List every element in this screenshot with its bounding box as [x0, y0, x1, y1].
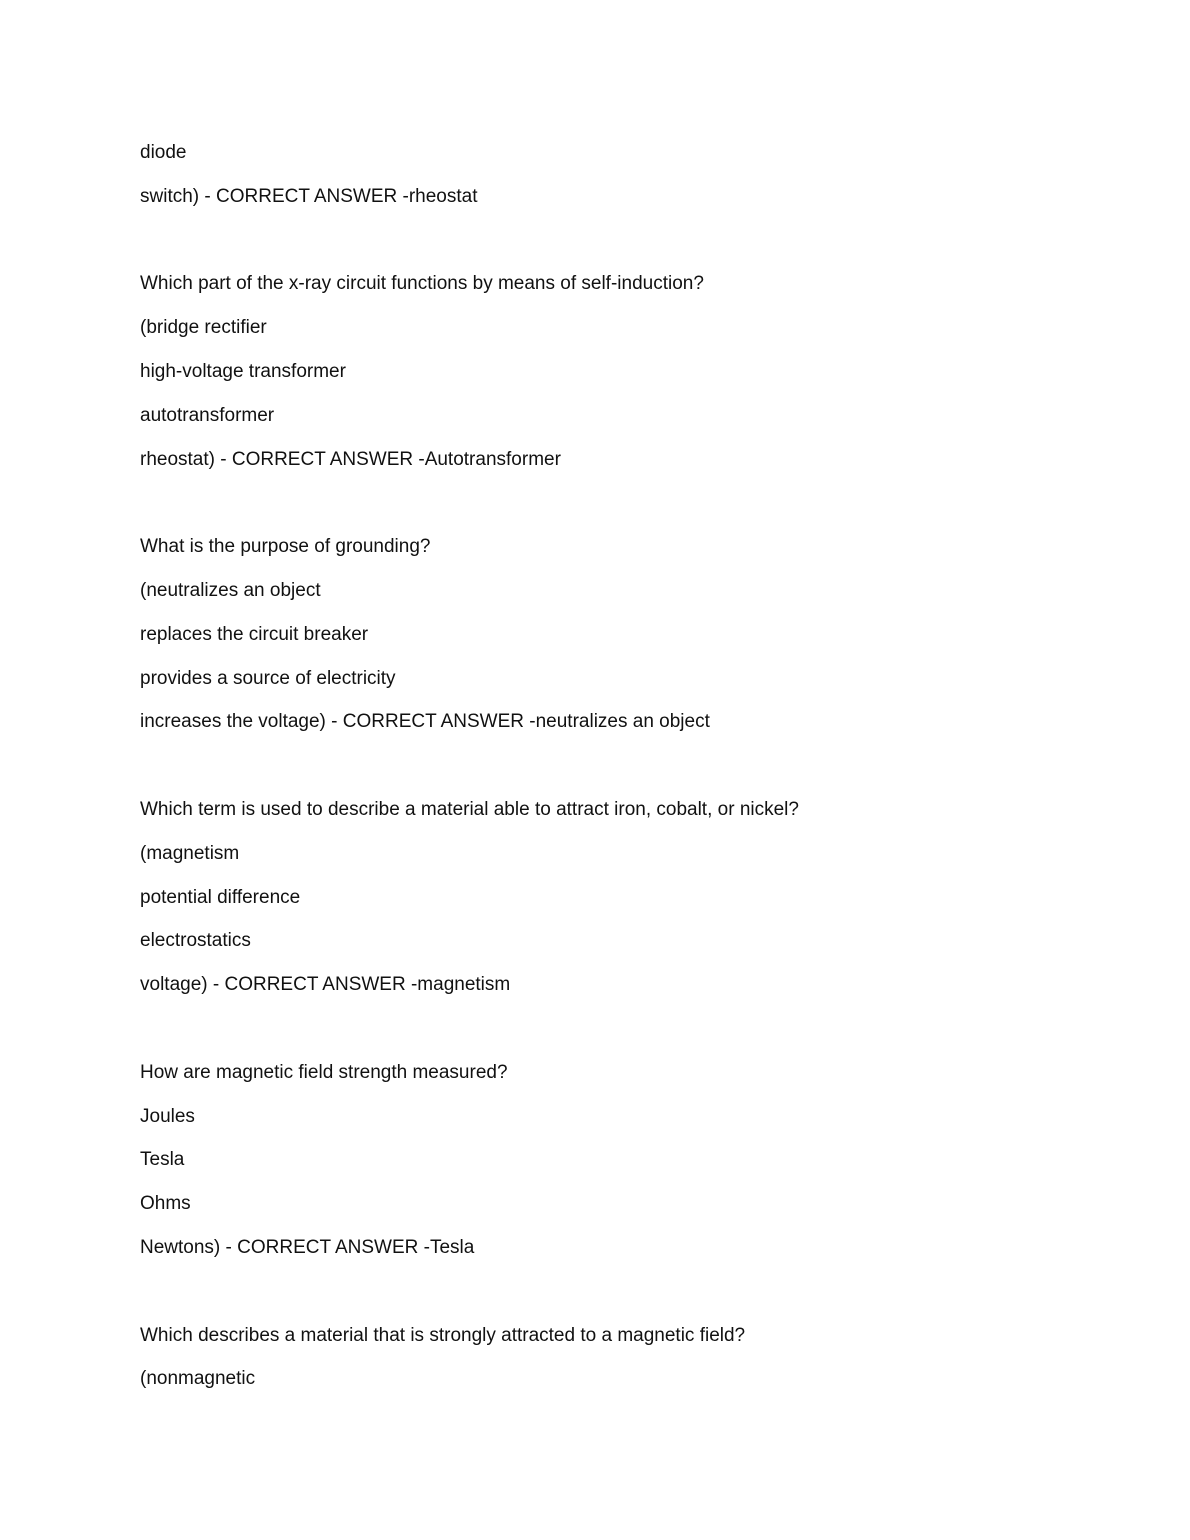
question-line: Which term is used to describe a material able to attract iron, cobalt, or nickel?: [140, 798, 799, 820]
option-line: (neutralizes an object: [140, 579, 321, 601]
blank-line: [140, 1016, 1100, 1042]
option-line: replaces the circuit breaker: [140, 623, 369, 645]
blank-line: [140, 1279, 1100, 1305]
blank-line: [140, 753, 1100, 779]
option-line: high-voltage transformer: [140, 360, 346, 382]
option-line: (magnetism: [140, 842, 240, 864]
document-body: [140, 140, 1100, 1410]
option-line: (nonmagnetic: [140, 1368, 256, 1390]
blank-line: [140, 228, 1100, 254]
answer-line: switch) - CORRECT ANSWER -rheostat: [140, 185, 478, 207]
question-line: What is the purpose of grounding?: [140, 536, 431, 558]
option-line: Joules: [140, 1105, 195, 1127]
answer-line: voltage) - CORRECT ANSWER -magnetism: [140, 974, 511, 996]
option-line: (bridge rectifier: [140, 317, 267, 339]
question-line: Which describes a material that is strongly attracted to a magnetic field?: [140, 1324, 746, 1346]
answer-line: increases the voltage) - CORRECT ANSWER -neutralizes an object: [140, 711, 710, 733]
option-line: potential difference: [140, 886, 301, 908]
blank-line: [140, 490, 1100, 516]
option-line: electrostatics: [140, 930, 251, 952]
option-line: provides a source of electricity: [140, 667, 396, 689]
text-line: diode: [140, 142, 187, 163]
option-line: Tesla: [140, 1149, 185, 1171]
question-line: Which part of the x-ray circuit functions by means of self-induction?: [140, 273, 704, 295]
option-line: autotransformer: [140, 404, 275, 426]
answer-line: Newtons) - CORRECT ANSWER -Tesla: [140, 1236, 475, 1258]
question-line: How are magnetic field strength measured?: [140, 1061, 508, 1083]
option-line: Ohms: [140, 1193, 191, 1215]
answer-line: rheostat) - CORRECT ANSWER -Autotransformer: [140, 448, 561, 470]
